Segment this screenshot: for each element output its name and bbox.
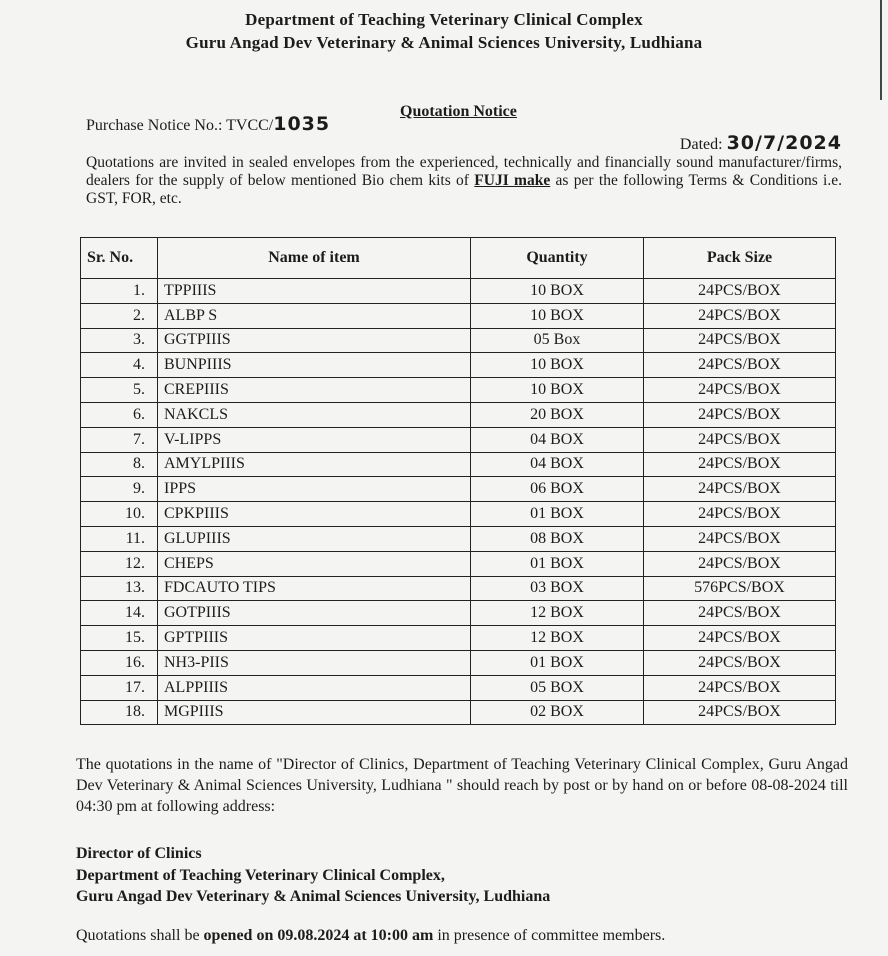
row-pack-size: 24PCS/BOX [644, 551, 836, 576]
row-item-name: GOTPIIIS [158, 601, 471, 626]
row-pack-size: 24PCS/BOX [644, 279, 836, 304]
row-item-name: AMYLPIIIS [158, 452, 471, 477]
row-item-name: NH3-PIIS [158, 650, 471, 675]
closing-tail: in presence of committee members. [433, 927, 666, 944]
table-row [81, 452, 836, 477]
row-quantity: 12 BOX [471, 626, 644, 651]
table-row [81, 576, 836, 601]
row-item-name: ALPPIIIS [158, 675, 471, 700]
handwritten-date: 30/7/2024 [726, 132, 842, 154]
row-quantity: 08 BOX [471, 526, 644, 551]
row-pack-size: 24PCS/BOX [644, 353, 836, 378]
table-row [81, 700, 836, 725]
row-quantity: 20 BOX [471, 402, 644, 427]
address-line-3: Guru Angad Dev Veterinary & Animal Sciences University, Ludhiana [76, 888, 551, 905]
row-pack-size: 24PCS/BOX [644, 427, 836, 452]
table-row [81, 551, 836, 576]
address-line-1: Director of Clinics [76, 845, 202, 862]
table-row [81, 526, 836, 551]
handwritten-notice-number: 1035 [273, 113, 331, 135]
row-pack-size: 24PCS/BOX [644, 303, 836, 328]
row-sr-no: 11. [81, 526, 158, 551]
row-sr-no: 17. [81, 675, 158, 700]
table-row [81, 353, 836, 378]
address-block [76, 843, 550, 908]
row-sr-no: 8. [81, 452, 158, 477]
department-heading: Department of Teaching Veterinary Clinical Complex [245, 10, 643, 29]
row-sr-no: 15. [81, 626, 158, 651]
row-sr-no: 12. [81, 551, 158, 576]
opening-date: opened on 09.08.2024 at 10:00 am [203, 927, 434, 944]
row-item-name: NAKCLS [158, 402, 471, 427]
row-quantity: 10 BOX [471, 353, 644, 378]
submission-paragraph: The quotations in the name of "Director of Clinics, Department of Teaching Veterinary Clinical Complex, Guru Angad Dev Veterinary & Animal Sciences University, Ludhiana " should reach by post or by hand on or before 08-08-2024 till 04:30 pm at following address: [76, 756, 848, 815]
row-quantity: 10 BOX [471, 279, 644, 304]
table-header-row [81, 238, 836, 279]
table-row [81, 378, 836, 403]
row-sr-no: 10. [81, 502, 158, 527]
row-sr-no: 4. [81, 353, 158, 378]
row-quantity: 03 BOX [471, 576, 644, 601]
row-sr-no: 14. [81, 601, 158, 626]
table-row [81, 626, 836, 651]
address-line-2: Department of Teaching Veterinary Clinical Complex, [76, 866, 445, 884]
row-sr-no: 9. [81, 477, 158, 502]
row-quantity: 05 BOX [471, 675, 644, 700]
purchase-notice-label: Purchase Notice No.: TVCC/ [86, 117, 274, 134]
row-sr-no: 6. [81, 402, 158, 427]
university-heading: Guru Angad Dev Veterinary & Animal Sciences University, Ludhiana [185, 33, 703, 52]
row-pack-size: 24PCS/BOX [644, 675, 836, 700]
table-row [81, 279, 836, 304]
row-item-name: GGTPIIIS [158, 328, 471, 353]
table-row [81, 328, 836, 353]
row-pack-size: 24PCS/BOX [644, 700, 836, 725]
table-row [81, 402, 836, 427]
table-row [81, 303, 836, 328]
row-quantity: 04 BOX [471, 427, 644, 452]
row-quantity: 01 BOX [471, 551, 644, 576]
row-pack-size: 24PCS/BOX [644, 601, 836, 626]
row-pack-size: 24PCS/BOX [644, 650, 836, 675]
closing-text: Quotations shall be [76, 927, 204, 944]
row-quantity: 12 BOX [471, 601, 644, 626]
row-sr-no: 7. [81, 427, 158, 452]
row-quantity: 06 BOX [471, 477, 644, 502]
row-pack-size: 24PCS/BOX [644, 378, 836, 403]
row-pack-size: 24PCS/BOX [644, 328, 836, 353]
row-pack-size: 24PCS/BOX [644, 502, 836, 527]
row-item-name: BUNPIIIS [158, 353, 471, 378]
row-sr-no: 1. [81, 279, 158, 304]
row-item-name: CREPIIIS [158, 378, 471, 403]
row-sr-no: 16. [81, 650, 158, 675]
row-quantity: 04 BOX [471, 452, 644, 477]
row-item-name: ALBP S [158, 303, 471, 328]
row-item-name: MGPIIIS [158, 700, 471, 725]
table-row [81, 427, 836, 452]
purchase-notice-number [86, 113, 330, 135]
table-body [81, 279, 836, 725]
table-row [81, 502, 836, 527]
date-line [680, 132, 842, 154]
table-row [81, 601, 836, 626]
col-pack-size: Pack Size [644, 238, 836, 279]
date-label: Dated: [679, 136, 723, 153]
row-item-name: FDCAUTO TIPS [158, 576, 471, 601]
col-quantity: Quantity [471, 238, 644, 279]
row-sr-no: 5. [81, 378, 158, 403]
row-item-name: CPKPIIIS [158, 502, 471, 527]
row-item-name: GPTPIIIS [158, 626, 471, 651]
row-quantity: 10 BOX [471, 378, 644, 403]
intro-terms: as per the following Terms & Conditions i.e. GST, FOR, etc. [86, 172, 842, 207]
opening-statement [76, 927, 665, 945]
row-item-name: IPPS [158, 477, 471, 502]
row-item-name: TPPIIIS [158, 279, 471, 304]
row-sr-no: 13. [81, 576, 158, 601]
row-quantity: 02 BOX [471, 700, 644, 725]
row-pack-size: 24PCS/BOX [644, 526, 836, 551]
intro-paragraph [86, 154, 842, 208]
table-row [81, 675, 836, 700]
row-sr-no: 3. [81, 328, 158, 353]
row-pack-size: 24PCS/BOX [644, 452, 836, 477]
row-pack-size: 576PCS/BOX [644, 576, 836, 601]
col-sr-no: Sr. No. [81, 238, 158, 279]
row-item-name: V-LIPPS [158, 427, 471, 452]
items-table [80, 237, 836, 725]
row-pack-size: 24PCS/BOX [644, 477, 836, 502]
row-item-name: GLUPIIIS [158, 526, 471, 551]
row-quantity: 01 BOX [471, 650, 644, 675]
notice-title: Quotation Notice [400, 103, 517, 120]
row-item-name: CHEPS [158, 551, 471, 576]
make-highlight: FUJI make [474, 172, 551, 189]
table-row [81, 650, 836, 675]
row-quantity: 01 BOX [471, 502, 644, 527]
row-sr-no: 2. [81, 303, 158, 328]
row-pack-size: 24PCS/BOX [644, 626, 836, 651]
row-quantity: 05 Box [471, 328, 644, 353]
row-pack-size: 24PCS/BOX [644, 402, 836, 427]
intro-text: Quotations are invited in sealed envelopes from the experienced, technically and financially sound manufacturer/firms, dealers for the supply of below mentioned Bio chem kits of [86, 154, 842, 189]
row-sr-no: 18. [81, 700, 158, 725]
row-quantity: 10 BOX [471, 303, 644, 328]
table-row [81, 477, 836, 502]
col-item-name: Name of item [158, 238, 471, 279]
